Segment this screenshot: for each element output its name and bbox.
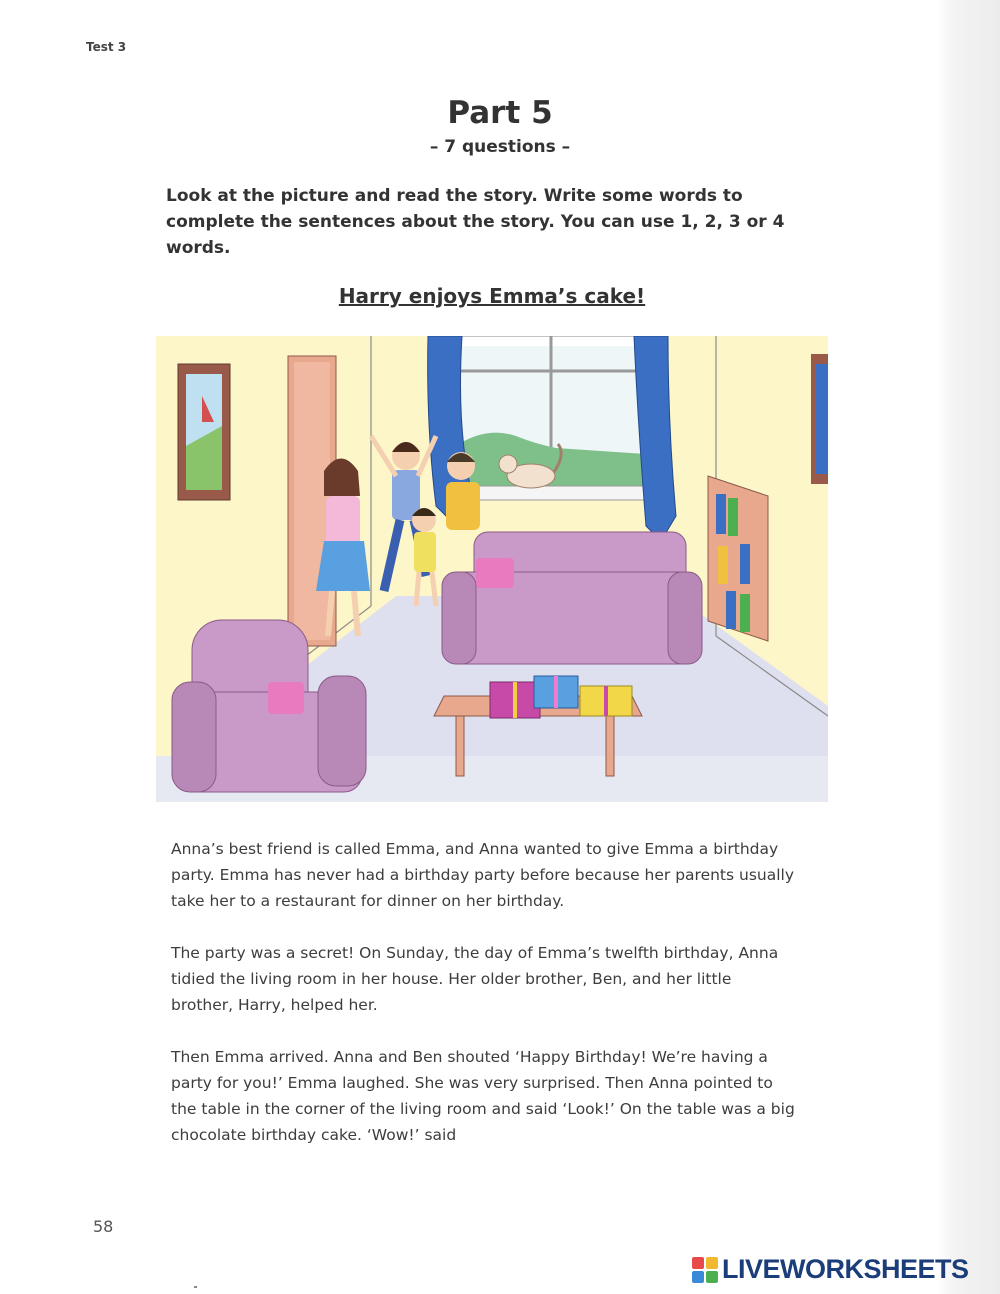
test-label: Test 3 [86, 40, 127, 54]
liveworksheets-logo[interactable] [692, 1254, 969, 1285]
page-edge-shadow [938, 0, 1000, 1294]
story-title: Harry enjoys Emma’s cake! [338, 284, 646, 308]
story-paragraph: Anna’s best friend is called Emma, and Anna wanted to give Emma a birthday party. Emma has never had a birthday party before because her parents usually take her to a restaurant for dinner on her birthday. [171, 840, 795, 910]
part-title: Part 5 [447, 95, 553, 131]
logo-text: LIVEWORKSHEETS [722, 1254, 969, 1284]
story-text [171, 836, 796, 1174]
story-paragraph: Then Emma arrived. Anna and Ben shouted ‘Happy Birthday! We’re having a party for you!’ Emma laughed. She was very surprised. Then Anna pointed to the table in the corner of the living room and said ‘Look!’ On the table was a big chocolate birthday cake. ‘Wow!’ said [171, 1048, 795, 1144]
sofa [442, 532, 702, 664]
page-number: 58 [93, 1217, 114, 1236]
living-room-illustration [156, 336, 828, 802]
scan-mark [194, 1286, 197, 1288]
bookcase [708, 476, 768, 641]
liveworksheets-logo-icon [692, 1257, 718, 1283]
instructions: Look at the picture and read the story. Write some words to complete the sentences about the story. You can use 1, 2, 3 or 4 words. [166, 186, 785, 258]
wall-painting [178, 364, 230, 500]
story-paragraph: The party was a secret! On Sunday, the day of Emma’s twelfth birthday, Anna tidied the living room in her house. Her older brother, Ben, and her little brother, Harry, helped her. [171, 944, 779, 1014]
part-subtitle: – 7 questions – [429, 137, 571, 157]
